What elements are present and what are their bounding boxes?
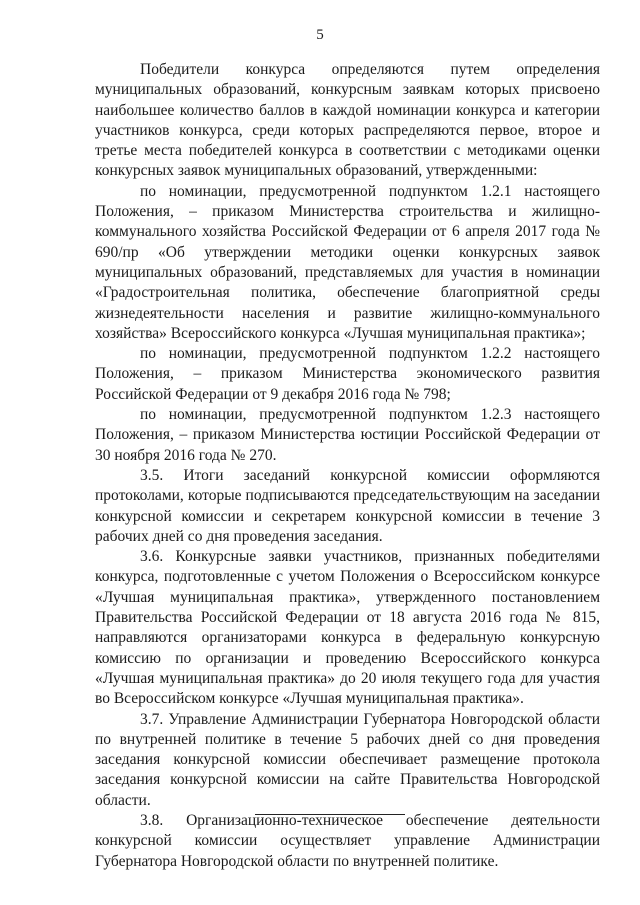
document-body (95, 60, 600, 872)
end-separator-line (255, 814, 405, 815)
paragraph-nomination-1-2-3: по номинации, предусмотренной подпунктом 1.2.3 настоящего Положения, – приказом Министерства юстиции Российской Федерации от 30 ноября 2016 года № 270. (95, 406, 600, 464)
paragraph-3-6: 3.6. Конкурсные заявки участников, признанных победителями конкурса, подготовленные с учетом Положения о Всероссийском конкурсе «Лучшая муниципальная практика», утвержденного постановлением Правительства Российской Федерации от 18 августа 2016 года № 815, направляются организаторами конкурса в федеральную конкурсную комиссию по организации и проведению Всероссийского конкурса «Лучшая муниципальная практика» до 20 июля текущего года для участия во Всероссийском конкурсе «Лучшая муниципальная практика». (95, 548, 600, 708)
paragraph-nomination-1-2-2: по номинации, предусмотренной подпунктом 1.2.2 настоящего Положения, – приказом Министерства экономического развития Российской Федерации от 9 декабря 2016 года № 798; (95, 345, 600, 403)
paragraph-nomination-1-2-1: по номинации, предусмотренной подпунктом 1.2.1 настоящего Положения, – приказом Министерства строительства и жилищно-коммунального хозяйства Российской Федерации от 6 апреля 2017 года № 690/пр «Об утверждении методики оценки конкурсных заявок муниципальных образований, представляемых для участия в номинации «Градостроительная политика, обеспечение благоприятной среды жизнедеятельности населения и развитие жилищно-коммунального хозяйства» Всероссийского конкурса «Лучшая муниципальная практика»; (95, 182, 600, 342)
paragraph-3-7: 3.7. Управление Администрации Губернатора Новгородской области по внутренней политике в течение 5 рабочих дней со дня проведения заседания конкурсной комиссии обеспечивает размещение протокола заседания конкурсной комиссии на сайте Правительства Новгородской области. (95, 710, 600, 809)
page-number: 5 (316, 27, 324, 43)
paragraph-3-8: 3.8. Организационно-техническое обеспечение деятельности конкурсной комиссии осуществляет управление Администрации Губернатора Новгородской области по внутренней политике. (95, 811, 600, 870)
paragraph-3-5: 3.5. Итоги заседаний конкурсной комиссии оформляются протоколами, которые подписываются председательствующим на заседании конкурсной комиссии и секретарем конкурсной комиссии в течение 3 рабочих дней со дня проведения заседания. (95, 466, 600, 545)
paragraph-winners: Победители конкурса определяются путем определения муниципальных образований, конкурсным заявкам которых присвоено наибольшее количество баллов в каждой номинации конкурса и категории участников конкурса, среди которых распределяются первое, второе и третье места победителей конкурса в соответствии с методиками оценки конкурсных заявок муниципальных образований, утвержденными: (95, 61, 600, 180)
